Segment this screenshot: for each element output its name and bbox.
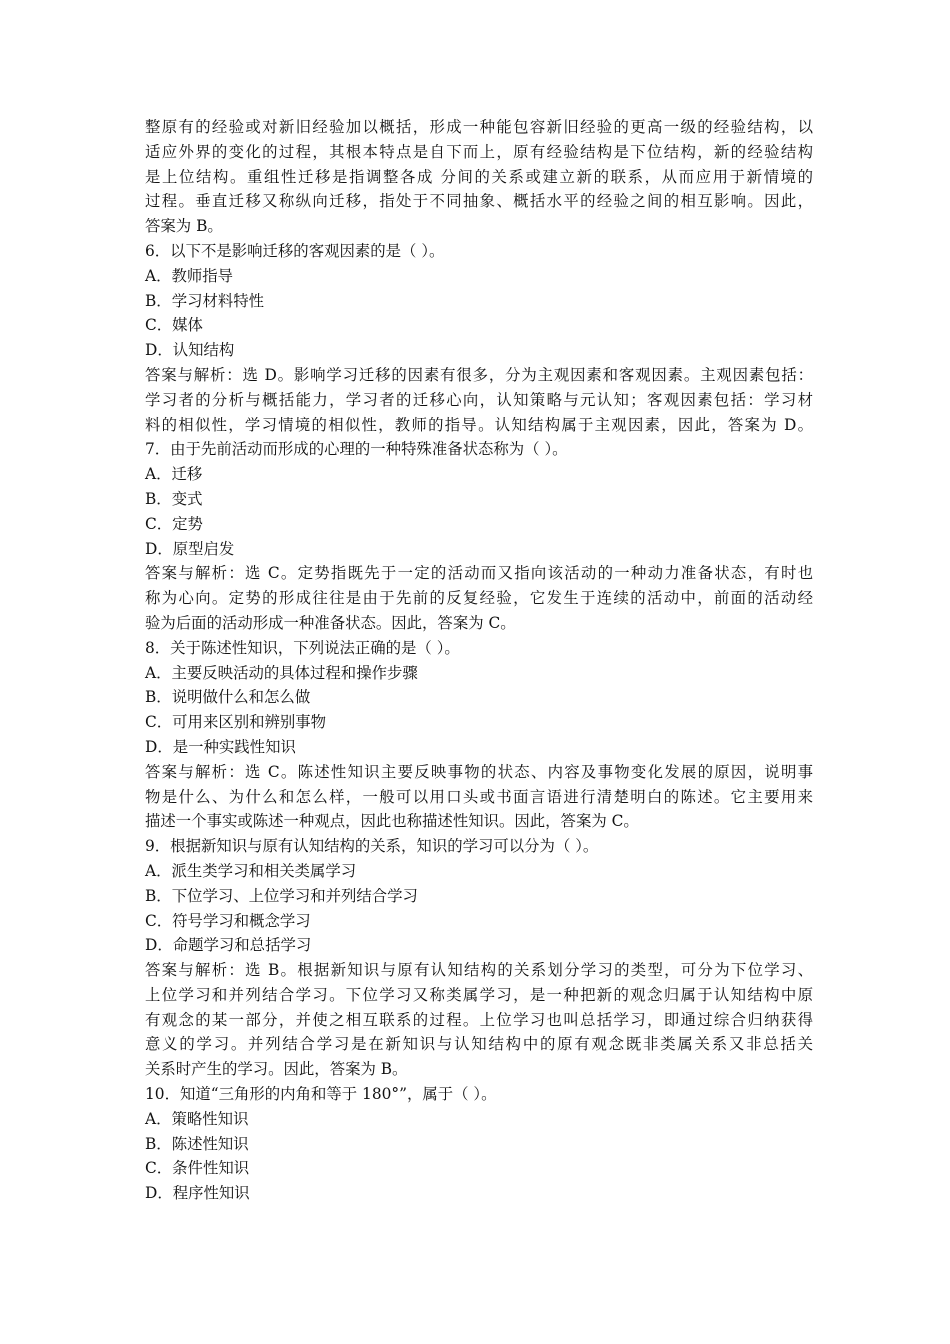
text-line: 上位学习和并列结合学习。下位学习又称类属学习，是一种把新的观念归属于认知结构中原: [145, 985, 813, 1004]
text-line: A．迁移: [145, 465, 203, 484]
text-line: 验为后面的活动形成一种准备状态。因此，答案为 C。: [145, 613, 516, 632]
text-line: 意义的学习。并列结合学习是在新知识与认知结构中的原有观念既非类属关系又非总括关: [145, 1035, 813, 1054]
text-line: B．说明做什么和怎么做: [145, 688, 311, 707]
text-line: 过程。垂直迁移又称纵向迁移，指处于不同抽象、概括水平的经验之间的相互影响。因此，: [145, 192, 813, 211]
text-line: 6．以下不是影响迁移的客观因素的是（ ）。: [145, 241, 445, 260]
text-line: C．条件性知识: [145, 1159, 250, 1178]
text-line: B．下位学习、上位学习和并列结合学习: [145, 886, 418, 905]
text-line: 有观念的某一部分，并使之相互联系的过程。上位学习也叫总括学习，即通过综合归纳获得: [145, 1010, 813, 1029]
text-line: 答案与解析：选 C。陈述性知识主要反映事物的状态、内容及事物变化发展的原因，说明事: [145, 762, 813, 781]
text-line: 9．根据新知识与原有认知结构的关系，知识的学习可以分为（ ）。: [145, 837, 599, 856]
text-line: B．变式: [145, 489, 203, 508]
text-line: A．教师指导: [145, 266, 234, 285]
text-line: 料的相似性，学习情境的相似性，教师的指导。认知结构属于主观因素，因此，答案为 D。: [145, 415, 813, 434]
text-line: 10．知道“三角形的内角和等于 180°”，属于（ ）。: [145, 1085, 497, 1104]
text-line: A．派生类学习和相关类属学习: [145, 861, 357, 880]
text-line: 学习者的分析与概括能力，学习者的迁移心向，认知策略与元认知；客观因素包括：学习材: [145, 390, 813, 409]
text-line: 答案与解析：选 B。根据新知识与原有认知结构的关系划分学习的类型，可分为下位学习、: [145, 961, 813, 980]
text-line: 8．关于陈述性知识，下列说法正确的是（ ）。: [145, 638, 460, 657]
text-line: C．定势: [145, 514, 203, 533]
text-line: 7．由于先前活动而形成的心理的一种特殊准备状态称为（ ）。: [145, 440, 568, 459]
text-line: D．是一种实践性知识: [145, 737, 296, 756]
text-line: D．命题学习和总括学习: [145, 936, 312, 955]
text-line: C．可用来区别和辨别事物: [145, 713, 327, 732]
text-line: 答案与解析：选 D。影响学习迁移的因素有很多，分为主观因素和客观因素。主观因素包括：: [145, 365, 813, 384]
text-line: 答案与解析：选 C。定势指既先于一定的活动而又指向该活动的一种动力准备状态，有时也: [145, 564, 813, 583]
text-line: 关系时产生的学习。因此，答案为 B。: [145, 1060, 408, 1079]
text-line: 描述一个事实或陈述一种观点，因此也称描述性知识。因此，答案为 C。: [145, 812, 639, 831]
document-page: [145, 115, 813, 1206]
text-line: D．原型启发: [145, 539, 235, 558]
text-line: 适应外界的变化的过程，其根本特点是自下而上，原有经验结构是下位结构，新的经验结构: [145, 142, 813, 161]
text-line: B．陈述性知识: [145, 1134, 249, 1153]
text-line: D．认知结构: [145, 341, 235, 360]
text-line: D．程序性知识: [145, 1184, 250, 1203]
text-line: A．策略性知识: [145, 1109, 249, 1128]
text-line: 称为心向。定势的形成往往是由于先前的反复经验，它发生于连续的活动中，前面的活动经: [145, 589, 813, 608]
text-line: C．符号学习和概念学习: [145, 911, 311, 930]
text-line: 答案为 B。: [145, 217, 223, 236]
text-line: A．主要反映活动的具体过程和操作步骤: [145, 663, 418, 682]
text-line: C．媒体: [145, 316, 203, 335]
text-line: B．学习材料特性: [145, 291, 265, 310]
text-line: 物是什么、为什么和怎么样，一般可以用口头或书面言语进行清楚明白的陈述。它主要用来: [145, 787, 813, 806]
text-line: 整原有的经验或对新旧经验加以概括，形成一种能包容新旧经验的更高一级的经验结构，以: [145, 118, 813, 136]
text-line: 是上位结构。重组性迁移是指调整各成 分间的关系或建立新的联系，从而应用于新情境的: [145, 167, 813, 186]
